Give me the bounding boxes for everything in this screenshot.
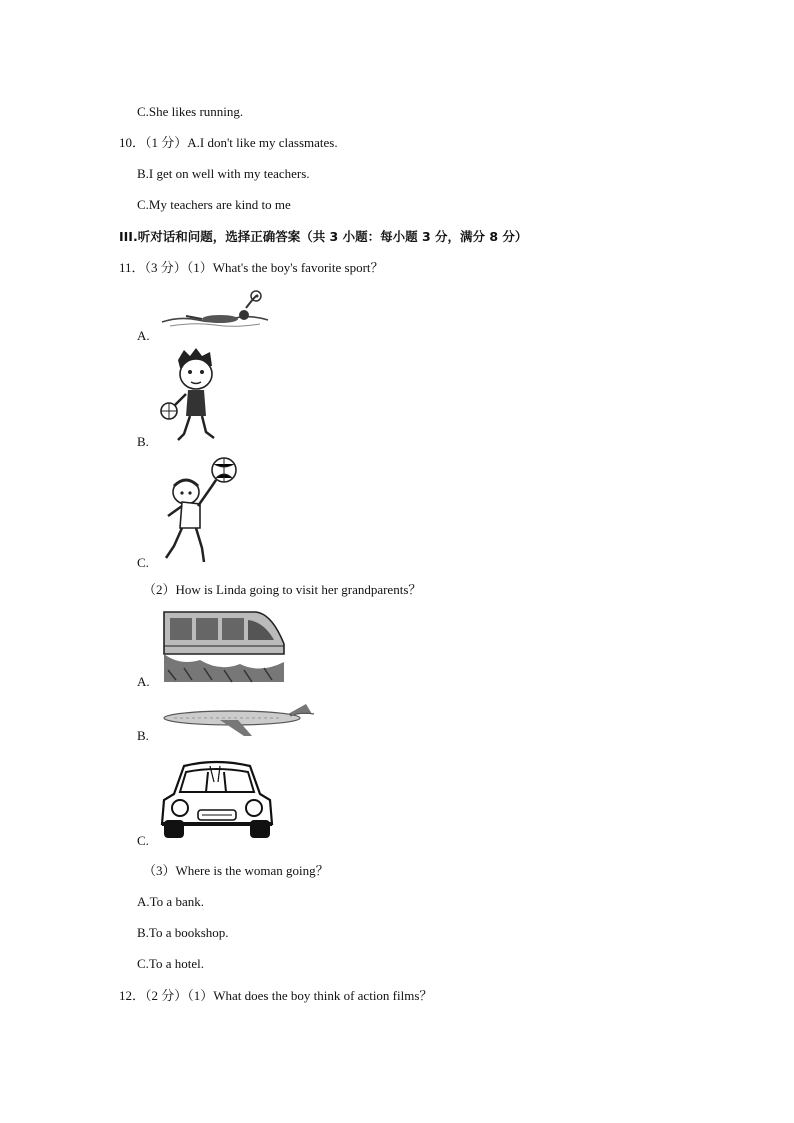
q12-stem: 12．（2 分）（1）What does the boy think of action films？ xyxy=(119,988,433,1003)
q11-2-option-b-label: B. xyxy=(137,728,149,743)
q10-option-c: C.My teachers are kind to me xyxy=(137,197,291,212)
q11-3-stem: （3）Where is the woman going？ xyxy=(143,863,329,878)
volleyball-icon xyxy=(158,456,242,568)
q10-option-b: B.I get on well with my teachers. xyxy=(137,166,310,181)
q11-1-option-a-label: A. xyxy=(137,328,150,343)
q11-2-option-c-label: C. xyxy=(137,833,149,848)
q11-3-option-a: A.To a bank. xyxy=(137,894,204,909)
q11-2-option-a-label: A. xyxy=(137,674,150,689)
train-icon xyxy=(160,606,286,688)
q11-1-option-b-label: B. xyxy=(137,434,149,449)
q11-stem: 11．（3 分）（1）What's the boy's favorite sport？ xyxy=(119,260,384,275)
section-3-heading: III.听对话和问题，选择正确答案（共 3 小题：每小题 3 分，满分 8 分） xyxy=(119,229,528,244)
swimming-icon xyxy=(160,286,270,336)
basketball-icon xyxy=(158,346,230,446)
car-icon xyxy=(158,758,276,842)
q10-stem: 10．（1 分）A.I don't like my classmates. xyxy=(119,135,338,150)
q9-option-c: C.She likes running. xyxy=(137,104,244,119)
q11-3-option-b: B.To a bookshop. xyxy=(137,925,229,940)
q11-2-stem: （2）How is Linda going to visit her grandparents？ xyxy=(143,582,422,597)
q11-1-option-c-label: C. xyxy=(137,555,149,570)
plane-icon xyxy=(160,700,316,740)
q11-3-option-c: C.To a hotel. xyxy=(137,956,204,971)
